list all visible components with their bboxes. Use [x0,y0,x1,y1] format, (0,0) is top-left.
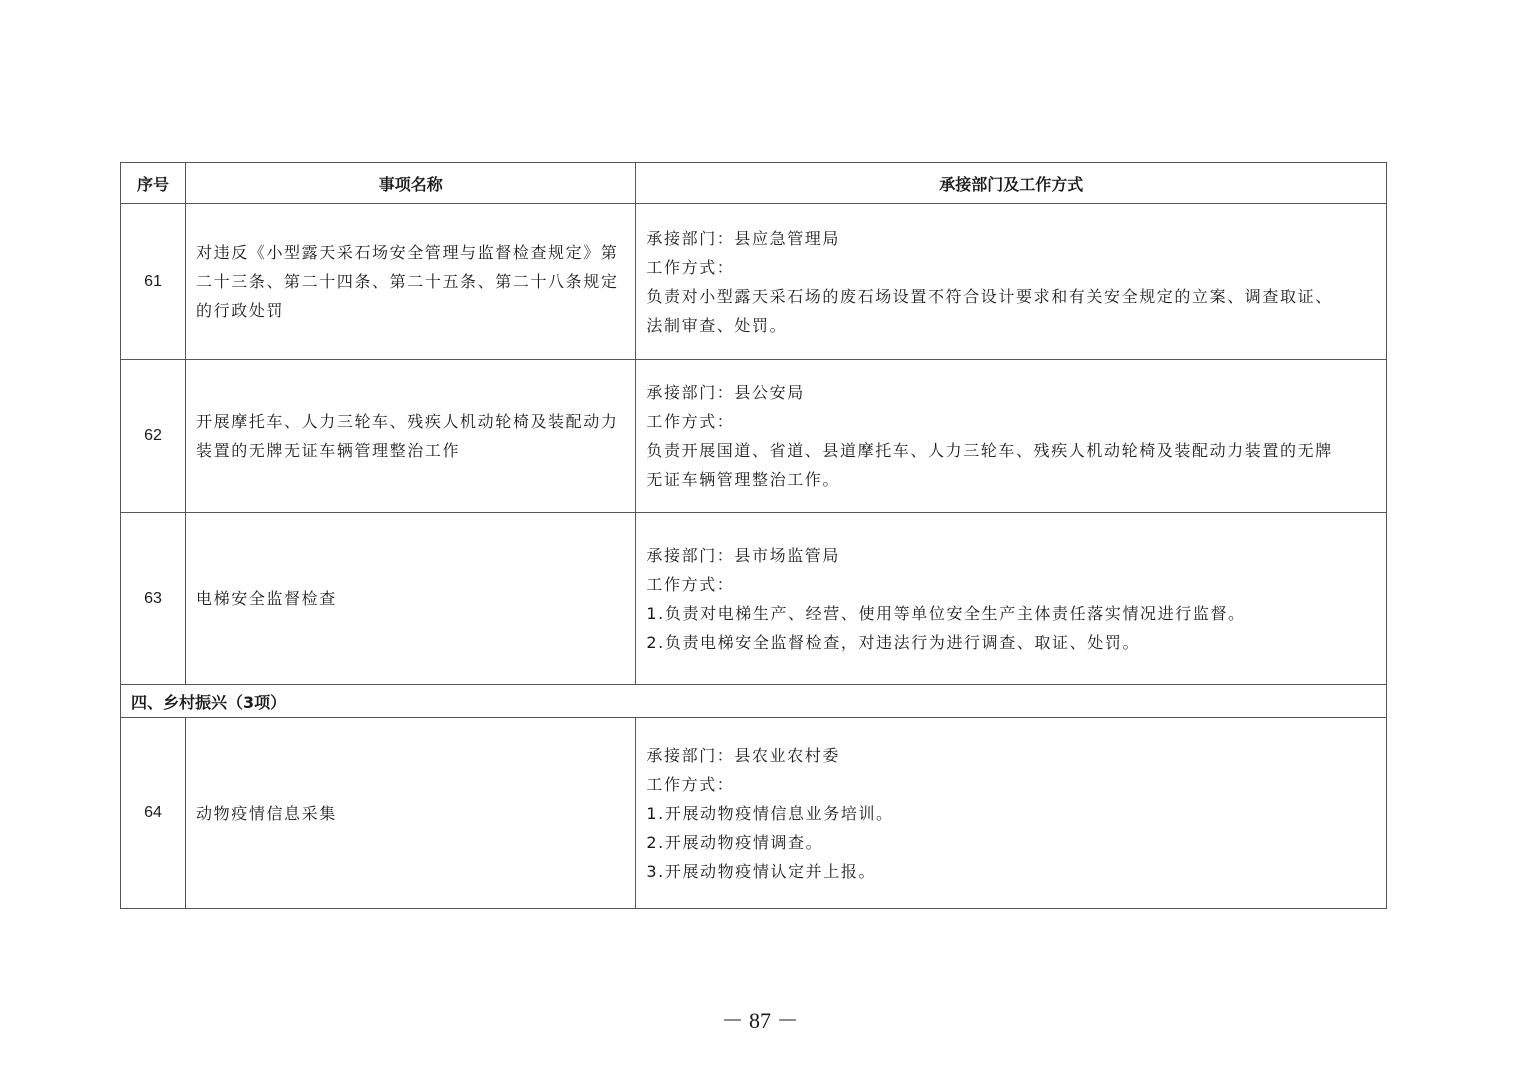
method-label: 工作方式： [646,257,735,277]
header-name: 事项名称 [186,163,636,204]
matters-table [120,162,1387,909]
method-line: 2.负责电梯安全监督检查，对违法行为进行调查、取证、处罚。 [646,632,1141,652]
table-row [121,204,1387,360]
method-line: 负责开展国道、省道、县道摩托车、人力三轮车、残疾人机动轮椅及装配动力装置的无牌 [646,441,1333,460]
method-label: 工作方式： [646,574,735,594]
matter-name: 开展摩托车、人力三轮车、残疾人机动轮椅及装配动力装置的无牌无证车辆管理整治工作 [186,360,636,513]
dept-line: 承接部门：县公安局 [646,383,805,402]
matter-name: 电梯安全监督检查 [186,513,636,685]
row-number: 61 [121,204,186,360]
method-line: 3.开展动物疫情认定并上报。 [646,861,877,881]
table-header-row [121,163,1387,204]
section-row [121,685,1387,718]
method-label: 工作方式： [646,412,735,431]
dept-and-method [636,204,1387,360]
row-number: 62 [121,360,186,513]
table-row [121,718,1387,909]
matter-name: 对违反《小型露天采石场安全管理与监督检查规定》第二十三条、第二十四条、第二十五条、第二十八条规定的行政处罚 [186,204,636,360]
method-line: 法制审查、处罚。 [646,315,788,335]
dept-and-method [636,360,1387,513]
dept-line: 承接部门：县农业农村委 [646,745,840,765]
method-line: 2.开展动物疫情调查。 [646,832,824,852]
table-row [121,360,1387,513]
method-line: 负责对小型露天采石场的废石场设置不符合设计要求和有关安全规定的立案、调查取证、 [646,286,1333,306]
section-heading: 四、乡村振兴（3项） [121,685,1387,718]
page-number: － 87 － [721,1008,799,1033]
row-number: 63 [121,513,186,685]
dept-and-method [636,513,1387,685]
method-label: 工作方式： [646,774,735,794]
method-line: 1.负责对电梯生产、经营、使用等单位安全生产主体责任落实情况进行监督。 [646,603,1246,623]
method-line: 1.开展动物疫情信息业务培训。 [646,803,894,823]
method-line: 无证车辆管理整治工作。 [646,470,840,489]
matter-name: 动物疫情信息采集 [186,718,636,909]
table-row [121,513,1387,685]
dept-line: 承接部门：县应急管理局 [646,228,840,248]
dept-and-method [636,718,1387,909]
dept-line: 承接部门：县市场监管局 [646,545,840,565]
header-no: 序号 [121,163,186,204]
header-dept: 承接部门及工作方式 [636,163,1387,204]
row-number: 64 [121,718,186,909]
